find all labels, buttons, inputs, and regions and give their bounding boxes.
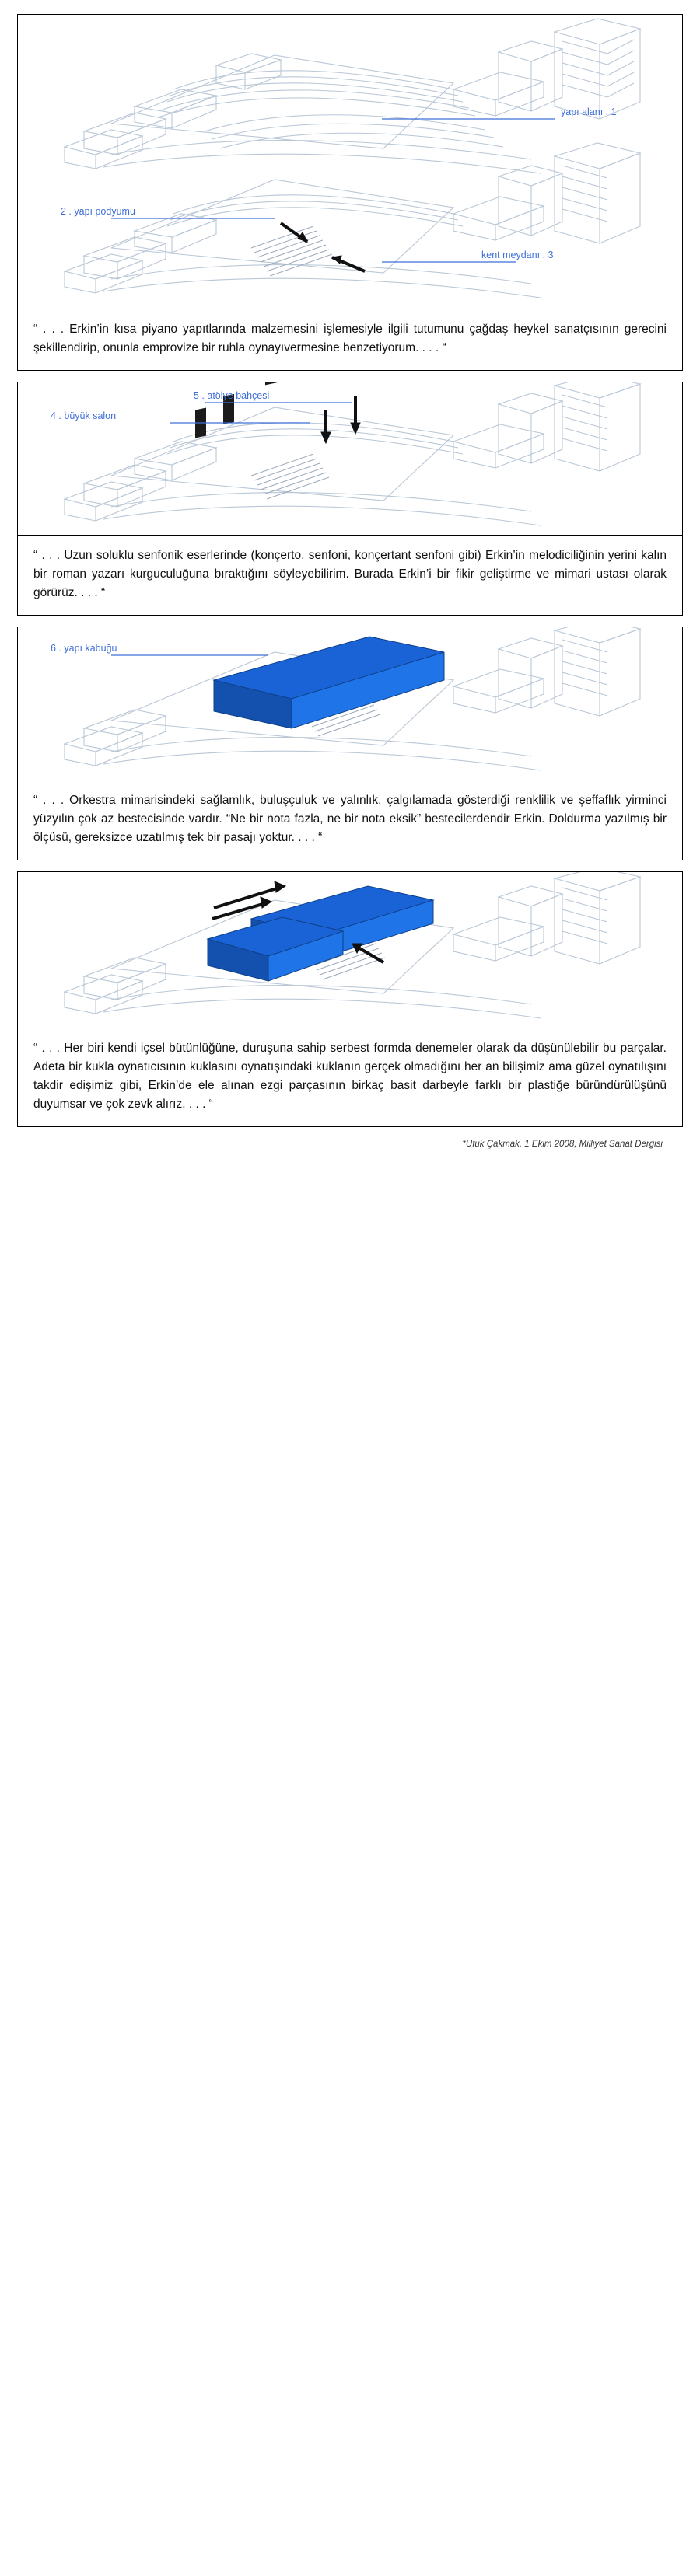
figure-4 [18,872,682,1028]
figure-label-kent-meydani: kent meydanı . 3 [481,250,554,260]
panel-2 [17,382,683,616]
figure-3 [18,627,682,780]
figure-1-drawing [18,15,682,309]
panel-4-caption: “ . . . Her biri kendi içsel bütünlüğüne, duruşuna sahip serbest formda denemeler olarak da düşünülebilir bu parçalar. Adeta bir kukla oynatıcısının kuklasını oynatışındaki kuklanın gerçek olmadığını her an bilişimiz ama güzel oynatılışını takdir edişimiz gibi, Erkin’de ele alınan ezgi parçasının birkaç basit darbeyle farklı bir plastiğe büründürülüşünü duyumsar ve çok zevk alırız. . . . “ [18,1028,682,1126]
document-page [0,0,700,1168]
panel-2-caption: “ . . . Uzun soluklu senfonik eserlerinde (konçerto, senfoni, konçertant senfoni gibi) Erkin’in melodiciliğinin yerini kalın bir roman yazarı kurguculuğuna bıraktığını söyleyebilirim. Burada Erkin’i bir fikir geliştirme ve mimari ustası olarak görürüz. . . . “ [18,535,682,615]
figure-label-buyuk-salon: 4 . büyük salon [51,410,117,422]
panel-3 [17,627,683,860]
panel-3-caption: “ . . . Orkestra mimarisindeki sağlamlık, buluşçuluk ve yalınlık, çalgılamada gösterdiği renklilik ve şeffaflık yirminci yüzyılın çok az bestecisinde vardır. “Ne bir nota fazla, ne bir nota eksik” bestecilerdendir Erkin. Doldurma yazılmış bir ölçüsü, gereksizce uzatılmış tek bir pasajı yoktur. . . . “ [18,780,682,860]
panel-1 [17,14,683,371]
figure-3-drawing [18,627,682,780]
figure-4-drawing [18,872,682,1028]
figure-label-yapi-podyumu: 2 . yapı podyumu [61,206,135,217]
figure-label-yapi-kabugu: 6 . yapı kabuğu [51,643,117,654]
figure-label-atolye-bahcesi: 5 . atölye bahçesi [194,390,270,402]
figure-1 [18,15,682,309]
source-credit: *Ufuk Çakmak, 1 Ekim 2008, Milliyet Sanat Dergisi [462,1140,663,1150]
figure-label-yapi-alani: yapı alanı . 1 [561,106,617,117]
panel-4 [17,871,683,1127]
figure-2 [18,382,682,535]
panel-1-caption: “ . . . Erkin’in kısa piyano yapıtlarında malzemesini işlemesiyle ilgili tutumunu çağdaş heykel sanatçısının gerecini şekillendirip, onunla emprovize bir ruhla oynayıvermesine benzetiyorum. . . . “ [18,309,682,370]
figure-2-drawing [18,382,682,535]
